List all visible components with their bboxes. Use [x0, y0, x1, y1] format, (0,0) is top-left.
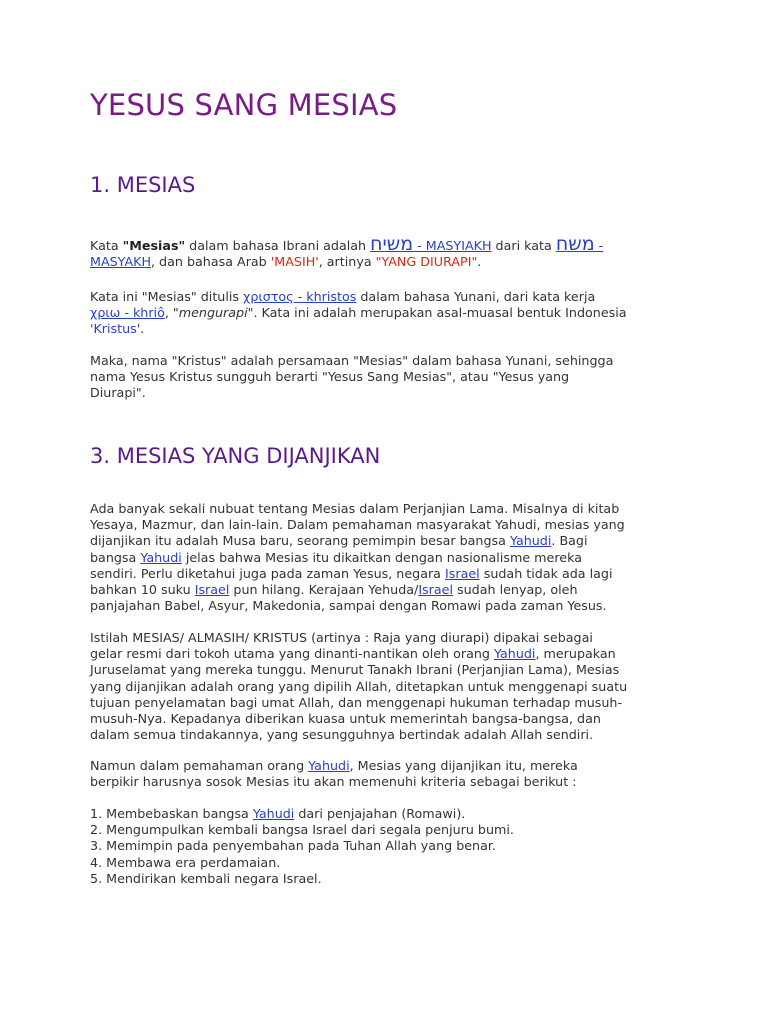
page-title: YESUS SANG MESIAS [90, 88, 398, 122]
link-khrio[interactable]: χριω - khriô [90, 305, 165, 321]
list-item [90, 806, 690, 822]
list-item: 4. Membawa era perdamaian. [90, 854, 281, 870]
link-israel[interactable]: Israel [418, 582, 453, 598]
link-yahudi[interactable]: Yahudi [308, 758, 350, 773]
text-line: tujuan penyelamatan bagi umat Allah, dan menggenapi hukuman terhadap musuh- [90, 694, 623, 710]
text: . [477, 254, 482, 270]
paragraph-nubuat [90, 501, 690, 614]
text-line [90, 550, 690, 566]
text: jelas bahwa Mesias itu dikaitkan dengan nasionalisme mereka [181, 549, 582, 565]
text: sudah lenyap, oleh [453, 582, 578, 598]
link-yahudi[interactable]: Yahudi [494, 646, 536, 662]
text: bahkan 10 suku [90, 582, 195, 598]
paragraph-kristus-meaning [90, 353, 690, 402]
text: gelar resmi dari tokoh utama yang dinanti-nantikan oleh orang [90, 646, 495, 662]
text: 1. Membebaskan bangsa [90, 806, 253, 821]
text: , merupakan [535, 646, 616, 662]
text-line [90, 321, 690, 337]
text: , dan bahasa Arab [150, 254, 271, 270]
link-khristos[interactable]: χριστος - khristos [243, 289, 357, 304]
link-israel[interactable]: Israel [445, 565, 480, 581]
text-line [90, 758, 690, 774]
text: . Bagi [551, 533, 588, 549]
text-line [90, 254, 690, 270]
text-line [90, 582, 690, 598]
text: Kata ini "Mesias" ditulis [90, 289, 244, 304]
text: ". Kata ini adalah merupakan asal-muasal bentuk Indonesia [247, 305, 627, 321]
text-line: yang dijanjikan adalah orang yang dipilih Allah, ditetapkan untuk menggenapi suatu [90, 678, 628, 694]
text-line: musuh-Nya. Kepadanya diberikan kuasa untuk memerintah bangsa-bangsa, dan [90, 711, 601, 727]
hebrew-link-masyakh[interactable]: משח - [555, 233, 604, 255]
text: dari kata [491, 238, 556, 253]
text-line [90, 233, 690, 255]
section-heading-mesias: 1. MESIAS [90, 173, 196, 197]
paragraph-greek-origin [90, 289, 690, 338]
text: dijanjikan itu adalah Musa baru, seorang pemimpin besar bangsa [90, 533, 510, 549]
section-heading-mesias-dijanjikan: 3. MESIAS YANG DIJANJIKAN [90, 444, 381, 468]
text-line: Diurapi". [90, 385, 146, 401]
text: dari penjajahan (Romawi). [294, 806, 466, 821]
text: dalam bahasa Yunani, dari kata kerja [356, 289, 596, 304]
paragraph-mesias-definition [90, 233, 690, 270]
text-line [90, 646, 690, 662]
hebrew-link-masyiakh[interactable]: משיח - MASYIAKH [370, 233, 492, 255]
text-line [90, 305, 690, 321]
text-line [90, 289, 690, 305]
link-yahudi[interactable]: Yahudi [252, 806, 295, 821]
link-yahudi[interactable]: Yahudi [509, 533, 552, 549]
text: , artinya [318, 254, 376, 270]
text: Namun dalam pemahaman orang [90, 758, 309, 773]
link-masyakh[interactable]: MASYAKH [90, 254, 151, 270]
text: Kata [90, 238, 123, 253]
list-item: 5. Mendirikan kembali negara Israel. [90, 870, 322, 886]
paragraph-istilah-mesias [90, 630, 690, 743]
link-yahudi[interactable]: Yahudi [140, 549, 182, 565]
text: sendiri. Perlu diketahui juga pada zaman Yesus, negara [90, 565, 445, 581]
paragraph-pemahaman-yahudi [90, 758, 690, 790]
link-israel[interactable]: Israel [194, 582, 230, 598]
text-line: Ada banyak sekali nubuat tentang Mesias dalam Perjanjian Lama. Misalnya di kitab [90, 501, 620, 516]
text-line: panjajahan Babel, Asyur, Makedonia, sampai dengan Romawi pada zaman Yesus. [90, 598, 607, 614]
text-line: dalam semua tindakannya, yang sesungguhnya bertindak adalah Allah sendiri. [90, 727, 594, 743]
text-line: berpikir harusnya sosok Mesias itu akan memenuhi kriteria sebagai berikut : [90, 774, 577, 790]
meaning-term: "YANG DIURAPI" [375, 254, 478, 270]
text-line: Maka, nama "Kristus" adalah persamaan "Mesias" dalam bahasa Yunani, sehingga [90, 353, 614, 368]
text: sudah tidak ada lagi [479, 565, 613, 581]
text-line: Juruselamat yang mereka tunggu. Menurut Tanakh Ibrani (Perjanjian Lama), Mesias [90, 662, 620, 678]
text-line [90, 533, 690, 549]
text-line: nama Yesus Kristus sungguh berarti "Yesus Sang Mesias", atau "Yesus yang [90, 369, 570, 385]
text: . [140, 321, 145, 337]
list-item: 3. Memimpin pada penyembahan pada Tuhan Allah yang benar. [90, 838, 496, 854]
arab-term: 'MASIH' [270, 254, 319, 270]
bold-term: "Mesias" [122, 238, 186, 253]
text: bangsa [90, 549, 141, 565]
italic-term: mengurapi [178, 305, 248, 321]
list-item: 2. Mengumpulkan kembali bangsa Israel dari segala penjuru bumi. [90, 822, 514, 838]
text: pun hilang. Kerajaan Yehuda/ [229, 582, 419, 598]
text: , " [164, 305, 179, 321]
text-line [90, 566, 690, 582]
kristus-term: 'Kristus' [90, 321, 141, 337]
criteria-list [90, 806, 690, 887]
text-line: Istilah MESIAS/ ALMASIH/ KRISTUS (artinya : Raja yang diurapi) dipakai sebagai [90, 630, 593, 645]
text: , Mesias yang dijanjikan itu, mereka [349, 758, 578, 773]
text: dalam bahasa Ibrani adalah [185, 238, 371, 253]
text-line: Yesaya, Mazmur, dan lain-lain. Dalam pemahaman masyarakat Yahudi, mesias yang [90, 517, 625, 533]
